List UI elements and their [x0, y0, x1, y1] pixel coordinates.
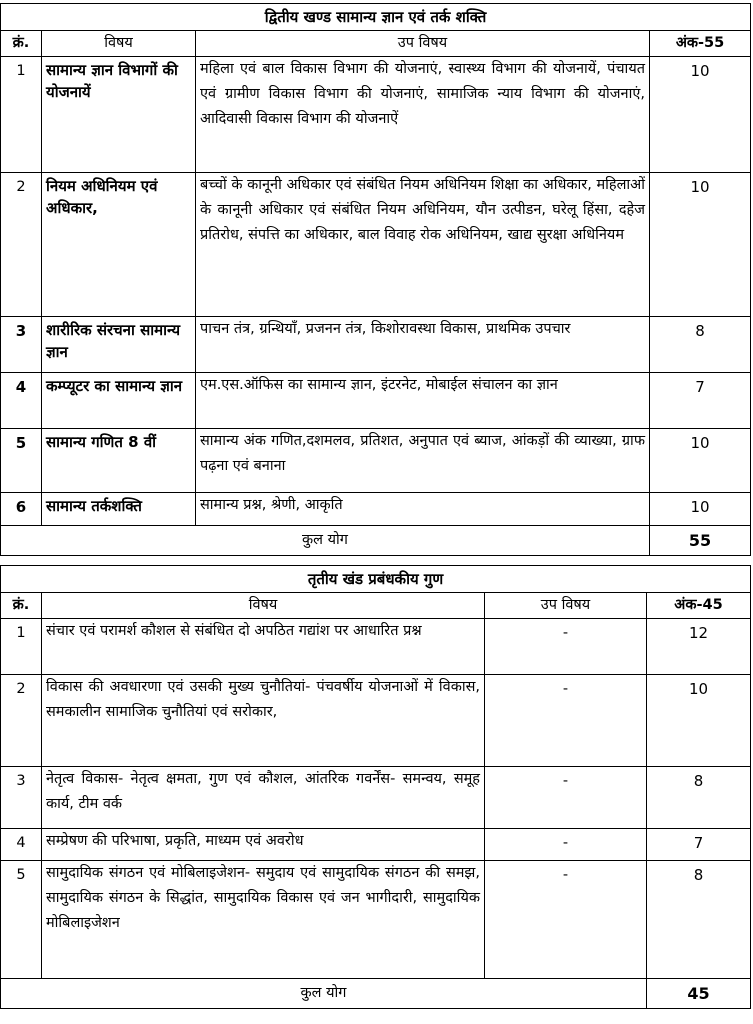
row-subject: सामान्य तर्कशक्ति [42, 493, 196, 526]
row-subject: सम्प्रेषण की परिभाषा, प्रकृति, माध्यम एवं अवरोध [42, 829, 485, 861]
row-subtopic: - [485, 619, 647, 675]
table-row [1, 429, 751, 493]
table-row [1, 373, 751, 429]
total-label: कुल योग [1, 526, 650, 556]
header-subtopic: उप विषय [485, 593, 647, 619]
table-row [1, 619, 751, 675]
header-sn: क्रं. [1, 593, 42, 619]
row-subject: शारीरिक संरचना सामान्य ज्ञान [42, 317, 196, 373]
row-sn: 4 [1, 373, 42, 429]
row-sn: 5 [1, 861, 42, 979]
row-subject: संचार एवं परामर्श कौशल से संबंधित दो अपठित गद्यांश पर आधारित प्रश्न [42, 619, 485, 675]
table-row [1, 173, 751, 317]
row-subtopic: पाचन तंत्र, ग्रन्थियॉं, प्रजनन तंत्र, किशोरावस्था विकास, प्राथमिक उपचार [196, 317, 650, 373]
row-subject: सामान्य गणित 8 वीं [42, 429, 196, 493]
total-value: 55 [650, 526, 751, 556]
table-row [1, 861, 751, 979]
row-subject: नेतृत्व विकास- नेतृत्व क्षमता, गुण एवं कौशल, आंतरिक गवर्नेंस- समन्वय, समूह कार्य, टीम वर्क [42, 767, 485, 829]
header-subject: विषय [42, 31, 196, 57]
row-marks: 7 [647, 829, 751, 861]
header-sn: क्रं. [1, 31, 42, 57]
row-marks: 10 [650, 173, 751, 317]
section2-table [0, 3, 751, 556]
row-sn: 4 [1, 829, 42, 861]
row-subtopic: - [485, 675, 647, 767]
row-subtopic: बच्चों के कानूनी अधिकार एवं संबंधित नियम अधिनियम शिक्षा का अधिकार, महिलाओं के कानूनी अधिकार एवं संबंधित नियम अधिनियम, यौन उत्पीडन, घरेलू हिंसा, दहेज प्रतिरोध, संपत्ति का अधिकार, बाल विवाह रोक अधिनियम, खाद्य सुरक्षा अधिनियम [196, 173, 650, 317]
row-marks: 10 [650, 429, 751, 493]
row-subject: विकास की अवधारणा एवं उसकी मुख्य चुनौतियां- पंचवर्षीय योजनाओं में विकास, समकालीन सामाजिक चुनौतियां एवं सरोकार, [42, 675, 485, 767]
row-subtopic: एम.एस.ऑफिस का सामान्य ज्ञान, इंटरनेट, मोबाईल संचालन का ज्ञान [196, 373, 650, 429]
header-subtopic: उप विषय [196, 31, 650, 57]
row-sn: 1 [1, 619, 42, 675]
section2-header-row [1, 31, 751, 57]
row-sn: 5 [1, 429, 42, 493]
table-row [1, 675, 751, 767]
section2-title: द्वितीय खण्ड सामान्य ज्ञान एवं तर्क शक्ति [1, 4, 751, 31]
row-sn: 3 [1, 317, 42, 373]
row-sn: 3 [1, 767, 42, 829]
row-subtopic: सामान्य प्रश्न, श्रेणी, आकृति [196, 493, 650, 526]
row-subject: कम्प्यूटर का सामान्य ज्ञान [42, 373, 196, 429]
row-sn: 1 [1, 57, 42, 173]
row-subject: सामान्य ज्ञान विभागों की योजनायें [42, 57, 196, 173]
row-sn: 2 [1, 675, 42, 767]
header-subject: विषय [42, 593, 485, 619]
row-subtopic: - [485, 829, 647, 861]
header-marks: अंक-55 [650, 31, 751, 57]
table-row [1, 767, 751, 829]
row-marks: 8 [647, 767, 751, 829]
table-row [1, 57, 751, 173]
section3-header-row [1, 593, 751, 619]
row-subject: नियम अधिनियम एवं अधिकार, [42, 173, 196, 317]
row-marks: 10 [650, 57, 751, 173]
row-marks: 12 [647, 619, 751, 675]
row-sn: 2 [1, 173, 42, 317]
header-marks: अंक-45 [647, 593, 751, 619]
row-subtopic: महिला एवं बाल विकास विभाग की योजनाएं, स्वास्थ्य विभाग की योजनायें, पंचायत एवं ग्रामीण विकास विभाग की योजनाएं, सामाजिक न्याय विभाग की योजनाएं, आदिवासी विकास विभाग की योजनाऐं [196, 57, 650, 173]
table-row [1, 317, 751, 373]
row-subtopic: - [485, 861, 647, 979]
row-marks: 8 [650, 317, 751, 373]
row-subtopic: सामान्य अंक गणित,दशमलव, प्रतिशत, अनुपात एवं ब्याज, आंकड़ों की व्याख्या, ग्राफ पढ़ना एवं बनाना [196, 429, 650, 493]
row-marks: 7 [650, 373, 751, 429]
table-row [1, 829, 751, 861]
total-row [1, 979, 751, 1009]
row-marks: 10 [647, 675, 751, 767]
total-value: 45 [647, 979, 751, 1009]
section3-table [0, 565, 751, 1009]
table-row [1, 493, 751, 526]
section3-title: तृतीय खंड प्रबंधकीय गुण [1, 566, 751, 593]
row-subject: सामुदायिक संगठन एवं मोबिलाइजेशन- समुदाय एवं सामुदायिक संगठन की समझ, सामुदायिक संगठन के सिद्धांत, सामुदायिक विकास एवं जन भागीदारी, सामुदायिक मोबिलाइजेशन [42, 861, 485, 979]
total-row [1, 526, 751, 556]
row-marks: 8 [647, 861, 751, 979]
total-label: कुल योग [1, 979, 647, 1009]
row-subtopic: - [485, 767, 647, 829]
row-marks: 10 [650, 493, 751, 526]
row-sn: 6 [1, 493, 42, 526]
